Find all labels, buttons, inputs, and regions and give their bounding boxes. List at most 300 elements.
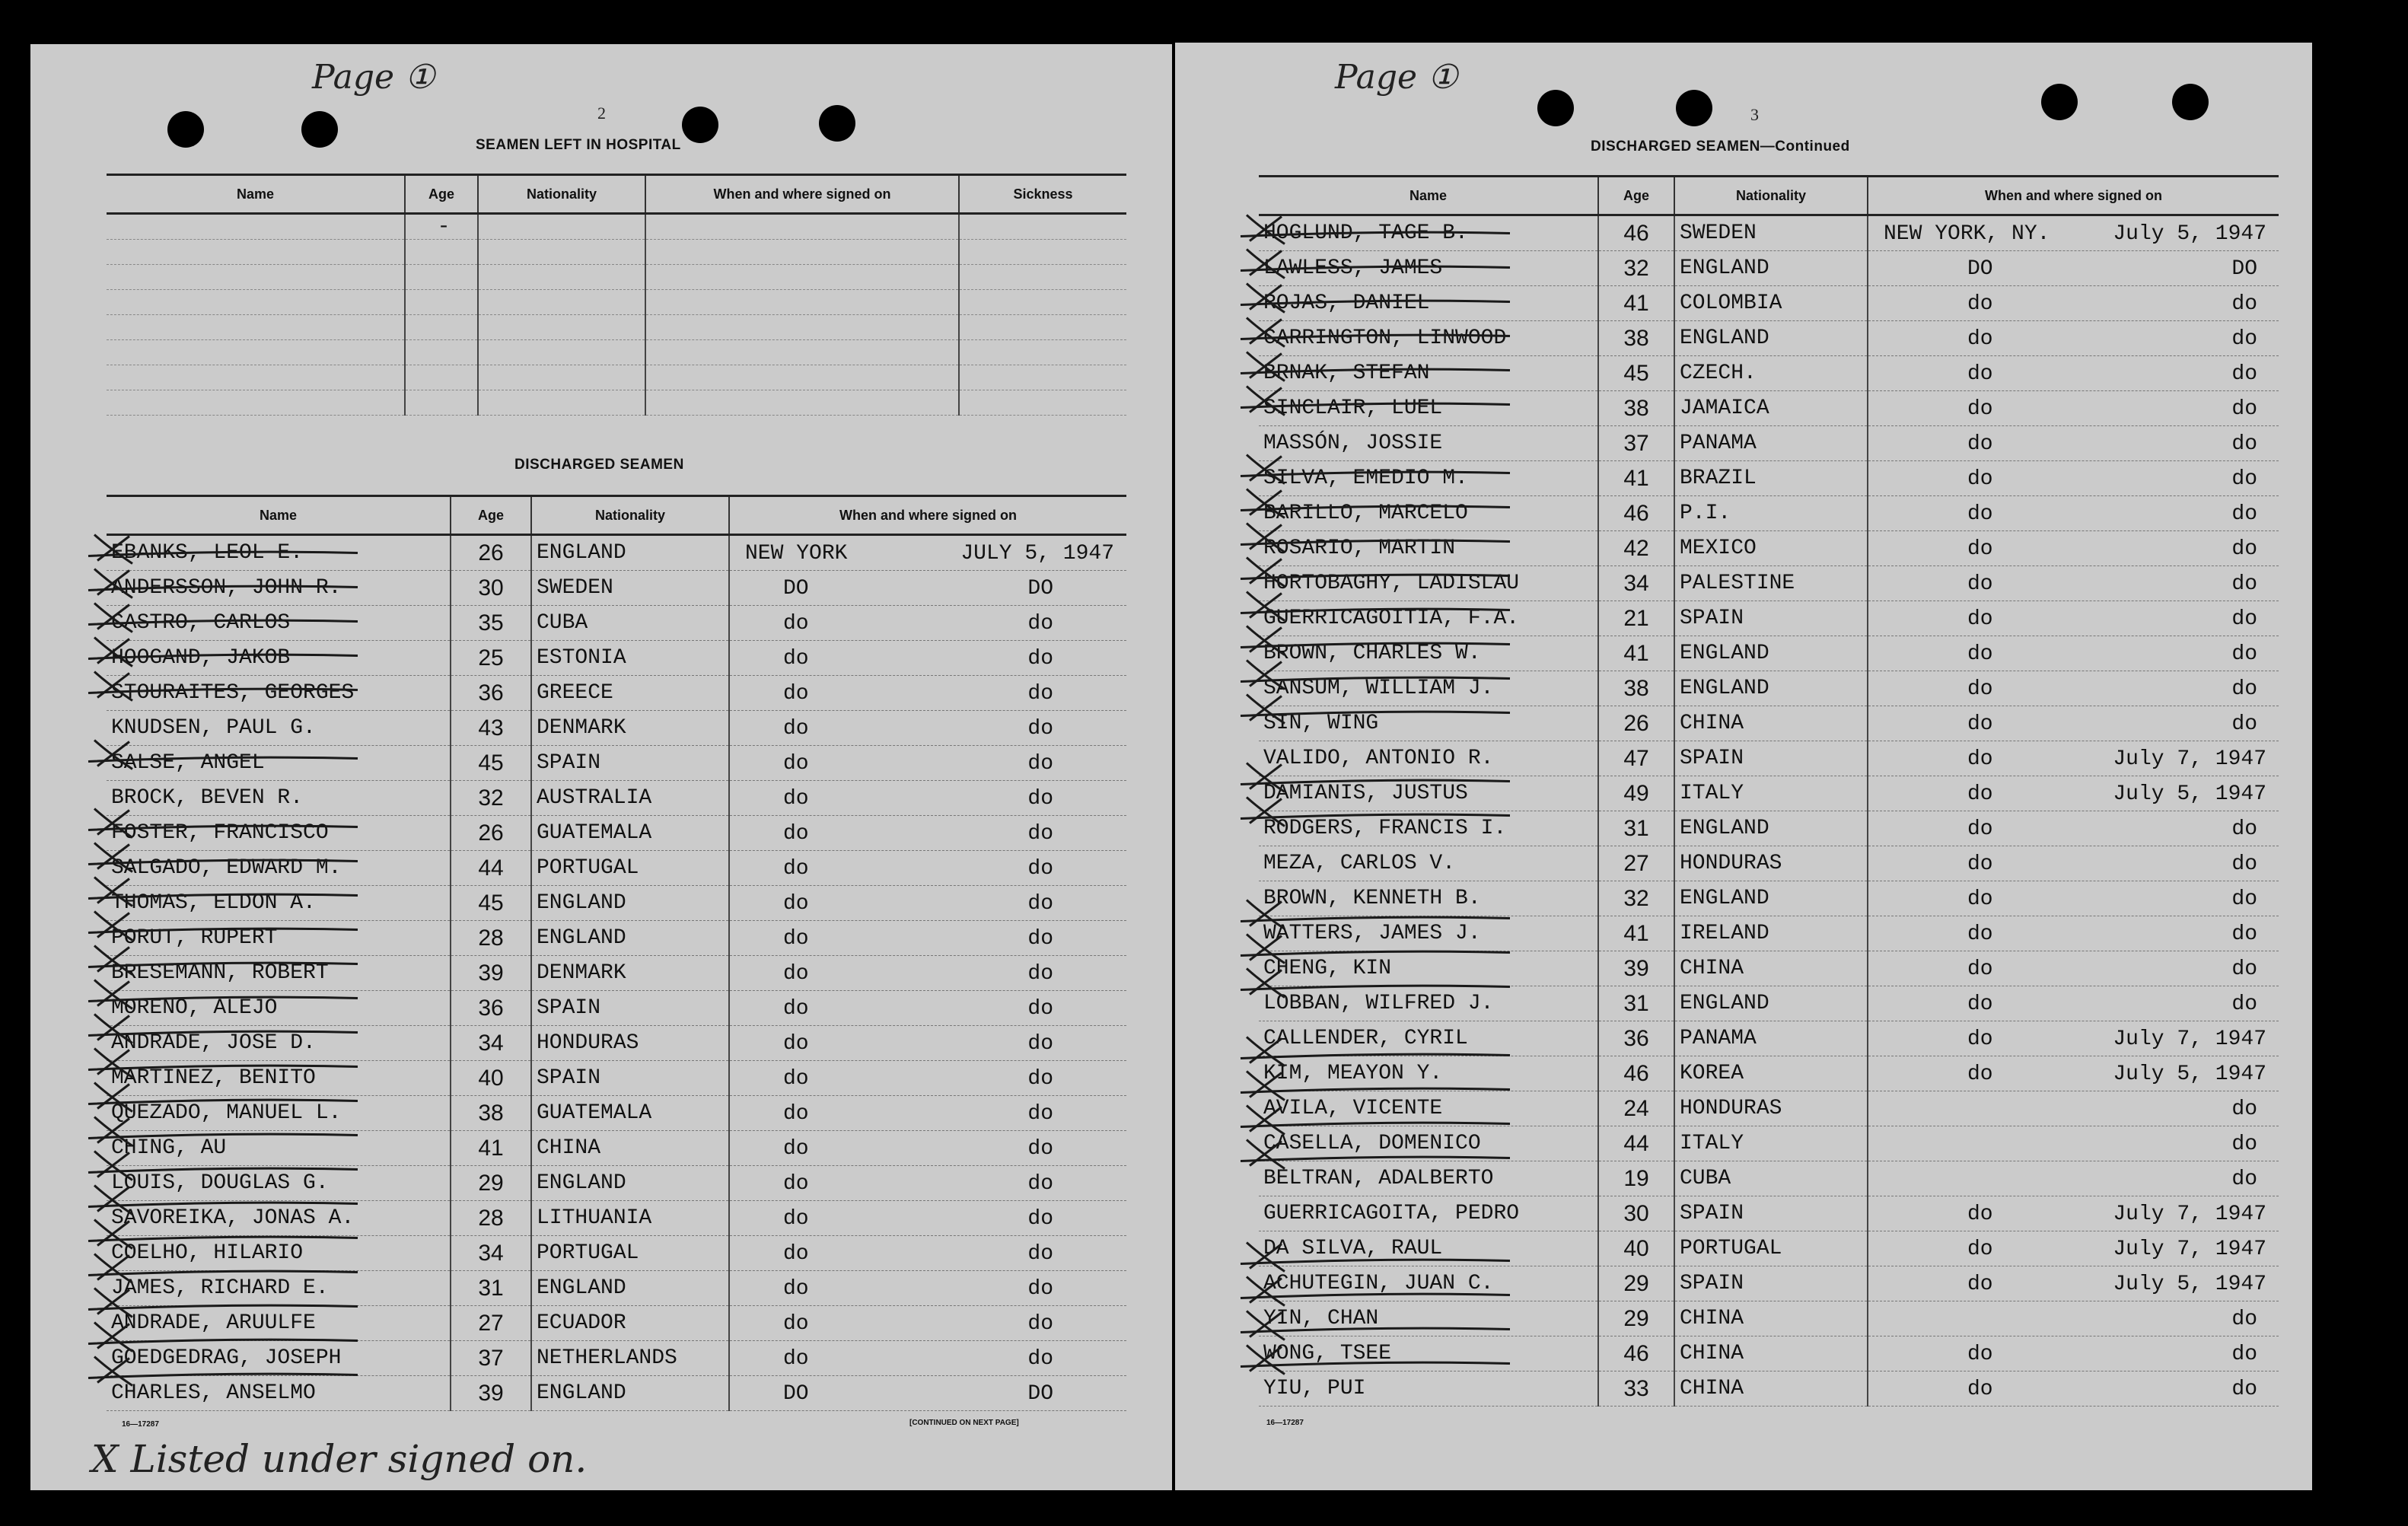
signed-on-place: do [783,892,809,916]
signed-on-place: do [1967,432,1993,456]
signed-on-place: do [1967,852,1993,876]
column-header-signed-on: When and where signed on [645,175,959,214]
signed-on-place: DO [783,577,809,601]
seaman-nationality: SPAIN [1674,741,1868,776]
seaman-age: 32 [1598,881,1674,916]
seaman-name: LOUIS, DOUGLAS G. [107,1166,451,1201]
signed-on-date: do [2231,397,2257,421]
seaman-nationality: GUATEMALA [531,816,729,851]
section-title: DISCHARGED SEAMEN—Continued [1591,139,1850,155]
signed-on-date: do [1027,1067,1053,1091]
seaman-age: 29 [1598,1266,1674,1301]
signed-on-place: do [783,1172,809,1196]
signed-on-date: DO [1027,577,1053,601]
signed-on-place: do [1967,1062,1993,1086]
seaman-nationality: BRAZIL [1674,461,1868,496]
seaman-nationality: SPAIN [531,746,729,781]
seaman-nationality: ENGLAND [1674,881,1868,916]
seaman-nationality: ENGLAND [1674,251,1868,286]
signed-on-place: do [1967,1027,1993,1051]
seaman-nationality: ENGLAND [531,921,729,956]
cross-mark [88,1152,358,1180]
signed-on-date: July 5, 1947 [2113,222,2266,246]
seaman-nationality: DENMARK [531,711,729,746]
handwritten-note: X Listed under signed on. [91,1437,588,1481]
seaman-age: 45 [451,746,531,781]
seaman-age: 40 [1598,1231,1674,1266]
signed-on-place: do [1967,957,1993,981]
seaman-nationality: NETHERLANDS [531,1341,729,1376]
cross-mark [1241,798,1510,827]
seaman-age: 36 [451,676,531,711]
seaman-age: 46 [1598,215,1674,251]
signed-on-place: do [783,1102,809,1126]
cross-mark [1241,969,1510,998]
seaman-nationality: PANAMA [1674,426,1868,461]
seaman-name: QUEZADO, MANUEL L. [107,1096,451,1131]
cross-mark [1241,352,1510,381]
seaman-name: DAMIANIS, JUSTUS [1259,776,1598,811]
signed-on-place: do [1967,327,1993,351]
signed-on-place: do [1967,467,1993,491]
seaman-age: 27 [1598,846,1674,881]
cross-mark [1241,489,1510,518]
seaman-nationality: CHINA [1674,1371,1868,1407]
cross-mark [1241,1243,1510,1272]
seaman-name: CASTRO, CARLOS [107,606,451,641]
seaman-name: WATTERS, JAMES J. [1259,916,1598,951]
seaman-age: 36 [1598,1021,1674,1056]
signed-on-date: do [2231,957,2257,981]
column-header-age: Age [451,496,531,535]
signed-on-place: do [783,1032,809,1056]
cross-mark [1241,524,1510,553]
seaman-nationality: SPAIN [531,991,729,1026]
seaman-age: 34 [451,1026,531,1061]
cross-mark [1241,763,1510,792]
seaman-age: 29 [451,1166,531,1201]
seaman-nationality: ENGLAND [1674,321,1868,356]
signed-on-place: do [783,717,809,741]
signed-on-date: do [2231,432,2257,456]
cross-mark [1241,592,1510,621]
signed-on-place: do [1967,1343,1993,1366]
seaman-nationality: CHINA [1674,951,1868,986]
seaman-name: BROCK, BEVEN R. [107,781,451,816]
seaman-age: 43 [451,711,531,746]
signed-on-place: DO [1967,257,1993,281]
seaman-age: 32 [1598,251,1674,286]
seaman-nationality: ITALY [1674,1126,1868,1161]
signed-on-date: July 5, 1947 [2113,1273,2266,1296]
seaman-age: 44 [451,851,531,886]
signed-on-date: do [2231,1168,2257,1191]
seaman-age: 27 [451,1306,531,1341]
seaman-name: HORTOBAGHY, LADISLAU [1259,566,1598,601]
seaman-nationality: PANAMA [1674,1021,1868,1056]
seaman-age: 28 [451,1201,531,1236]
cross-mark [1241,558,1510,587]
cross-mark [88,912,358,941]
signed-on-date: do [2231,817,2257,841]
signed-on-date: do [1027,647,1053,671]
signed-on-date: JULY 5, 1947 [960,542,1114,565]
column-header-nationality: Nationality [478,175,645,214]
discharged-section-title: DISCHARGED SEAMEN [514,457,684,473]
seaman-nationality: SPAIN [1674,1266,1868,1301]
seaman-age: 24 [1598,1091,1674,1126]
signed-on-date: do [1027,1207,1053,1231]
seaman-age: 38 [1598,671,1674,706]
signed-on-date: do [2231,1378,2257,1401]
seaman-name: GUERRICAGOITA, PEDRO [1259,1196,1598,1231]
cross-mark [1241,900,1510,929]
seaman-name: FOSTER, FRANCISCO [107,816,451,851]
signed-on-place: do [1967,607,1993,631]
signed-on-date: do [1027,752,1053,776]
seaman-age: 41 [1598,286,1674,321]
seaman-name: DA SILVA, RAUL [1259,1231,1598,1266]
seaman-nationality: SPAIN [1674,1196,1868,1231]
seaman-name: GOEDGEDRAG, JOSEPH [107,1341,451,1376]
signed-on-date: do [2231,362,2257,386]
signed-on-date: do [2231,922,2257,946]
signed-on-place: do [783,962,809,986]
seaman-name: ROSARIO, MARTIN [1259,531,1598,566]
cross-mark [88,741,358,769]
seaman-nationality: ESTONIA [531,641,729,676]
seaman-age: 41 [451,1131,531,1166]
signed-on-place: do [1967,292,1993,316]
signed-on-place: do [1967,362,1993,386]
signed-on-date: do [1027,822,1053,846]
cross-mark [88,604,358,632]
seaman-nationality: ENGLAND [1674,811,1868,846]
seaman-name: HOOGAND, JAKOB [107,641,451,676]
page-number: 2 [597,104,606,123]
seaman-name: COELHO, HILARIO [107,1236,451,1271]
handwritten-page-number: Page ① [312,58,435,97]
cross-mark [1241,1311,1510,1340]
seaman-name: MASSÓN, JOSSIE [1259,426,1598,461]
signed-on-date: do [1027,1102,1053,1126]
cross-mark [1241,1037,1510,1066]
seaman-nationality: KOREA [1674,1056,1868,1091]
signed-on-date: do [1027,857,1053,881]
signed-on-place: do [1967,397,1993,421]
seaman-name: LOBBAN, WILFRED J. [1259,986,1598,1021]
seaman-name: CASELLA, DOMENICO [1259,1126,1598,1161]
signed-on-date: do [1027,927,1053,951]
signed-on-date: do [1027,612,1053,636]
seaman-age: 36 [451,991,531,1026]
seaman-age: 35 [451,606,531,641]
seaman-nationality: CHINA [1674,706,1868,741]
seaman-nationality: AUSTRALIA [531,781,729,816]
signed-on-date: July 7, 1947 [2113,747,2266,771]
seaman-nationality: ENGLAND [1674,986,1868,1021]
cross-mark [88,672,358,701]
signed-on-place: do [783,647,809,671]
signed-on-place: do [783,997,809,1021]
column-header-sickness: Sickness [959,175,1126,214]
signed-on-place: do [783,1277,809,1301]
cross-mark [1241,1140,1510,1169]
cross-mark [1241,1277,1510,1306]
signed-on-date: do [2231,887,2257,911]
seaman-age: 31 [451,1271,531,1306]
signed-on-date: do [2231,467,2257,491]
seaman-age: 49 [1598,776,1674,811]
signed-on-place: do [1967,1238,1993,1261]
seaman-age: 26 [1598,706,1674,741]
cross-mark [1241,250,1510,279]
signed-on-place: do [783,752,809,776]
seaman-age: 39 [1598,951,1674,986]
signed-on-date: do [1027,717,1053,741]
signed-on-date: do [2231,992,2257,1016]
seaman-age: 30 [451,571,531,606]
signed-on-date: do [1027,1172,1053,1196]
seaman-age: 40 [451,1061,531,1096]
seaman-name: SALSE, ANGEL [107,746,451,781]
cross-mark [88,1323,358,1352]
form-number: 16—17287 [122,1420,159,1429]
seaman-name: ANDERSSON, JOHN R. [107,571,451,606]
signed-on-date: do [2231,1133,2257,1156]
seaman-age: 31 [1598,986,1674,1021]
seaman-name: PORUT, RUPERT [107,921,451,956]
seaman-age: 45 [1598,356,1674,391]
seaman-name: BRESEMANN, ROBERT [107,956,451,991]
seaman-nationality: ENGLAND [531,1166,729,1201]
seaman-nationality: CUBA [1674,1161,1868,1196]
seaman-age: 46 [1598,496,1674,531]
signed-on-date: do [2231,1343,2257,1366]
signed-on-date: do [2231,1308,2257,1331]
signed-on-date: do [2231,712,2257,736]
cross-mark [1241,387,1510,416]
seaman-nationality: GUATEMALA [531,1096,729,1131]
signed-on-place: do [783,1347,809,1371]
seaman-nationality: ENGLAND [531,1271,729,1306]
seaman-age: 37 [451,1341,531,1376]
seaman-name: ANDRADE, JOSE D. [107,1026,451,1061]
signed-on-place: NEW YORK [745,542,848,565]
column-header-age: Age [405,175,478,214]
signed-on-date: do [1027,892,1053,916]
signed-on-date: do [2231,607,2257,631]
seaman-nationality: ITALY [1674,776,1868,811]
seaman-name: AVILA, VICENTE [1259,1091,1598,1126]
seaman-name: SAVOREIKA, JONAS A. [107,1201,451,1236]
cross-mark [1241,1346,1510,1375]
seaman-age: 42 [1598,531,1674,566]
seaman-age: 39 [451,1376,531,1411]
hospital-section-title: SEAMEN LEFT IN HOSPITAL [476,137,681,153]
seaman-nationality: ENGLAND [531,886,729,921]
signed-on-place: do [1967,1273,1993,1296]
signed-on-place: do [783,1207,809,1231]
seaman-name: SALGADO, EDWARD M. [107,851,451,886]
continued-note: [CONTINUED ON NEXT PAGE] [909,1419,1019,1427]
seaman-name: VALIDO, ANTONIO R. [1259,741,1598,776]
column-header-nationality: Nationality [531,496,729,535]
seaman-name: CHING, AU [107,1131,451,1166]
signed-on-date: July 5, 1947 [2113,1062,2266,1086]
signed-on-place: do [1967,642,1993,666]
seaman-nationality: PORTUGAL [531,1236,729,1271]
seaman-nationality: MEXICO [1674,531,1868,566]
seaman-name: ACHUTEGIN, JUAN C. [1259,1266,1598,1301]
seaman-age: 38 [1598,321,1674,356]
seaman-age: 44 [1598,1126,1674,1161]
signed-on-date: do [1027,1137,1053,1161]
seaman-age: 28 [451,921,531,956]
signed-on-date: DO [2231,257,2257,281]
seaman-age: 41 [1598,636,1674,671]
seaman-name: SILVA, EMEDIO M. [1259,461,1598,496]
signed-on-place: do [1967,677,1993,701]
seaman-age: 29 [1598,1301,1674,1336]
seaman-nationality: P.I. [1674,496,1868,531]
column-header-name: Name [1259,177,1598,215]
cross-mark [1241,695,1510,724]
cross-mark [88,878,358,906]
seaman-nationality: CHINA [1674,1301,1868,1336]
signed-on-place: do [1967,782,1993,806]
seaman-name: BRNAK, STEFAN [1259,356,1598,391]
signed-on-place: do [783,1242,809,1266]
seaman-name: BROWN, KENNETH B. [1259,881,1598,916]
signed-on-date: July 5, 1947 [2113,782,2266,806]
signed-on-place: do [783,1137,809,1161]
cross-mark [88,1083,358,1112]
seaman-age: 45 [451,886,531,921]
seaman-name: MORENO, ALEJO [107,991,451,1026]
seaman-nationality: CHINA [531,1131,729,1166]
seaman-nationality: ENGLAND [531,1376,729,1411]
seaman-nationality: HONDURAS [1674,846,1868,881]
seaman-name: MEZA, CARLOS V. [1259,846,1598,881]
cross-mark [88,1015,358,1043]
seaman-nationality: SWEDEN [531,571,729,606]
signed-on-place: do [1967,887,1993,911]
column-header-name: Name [107,175,405,214]
seaman-age: 41 [1598,916,1674,951]
seaman-age: 37 [1598,426,1674,461]
seaman-name: MARTINEZ, BENITO [107,1061,451,1096]
cross-mark [88,1117,358,1146]
signed-on-place: do [1967,537,1993,561]
seaman-name: KNUDSEN, PAUL G. [107,711,451,746]
seaman-nationality: CHINA [1674,1336,1868,1371]
cross-mark [1241,1106,1510,1135]
seaman-nationality: DENMARK [531,956,729,991]
seaman-name: YIU, PUI [1259,1371,1598,1407]
signed-on-date: do [2231,572,2257,596]
cross-mark [1241,455,1510,484]
signed-on-date: July 7, 1947 [2113,1027,2266,1051]
signed-on-date: do [1027,962,1053,986]
seaman-nationality: CUBA [531,606,729,641]
cross-mark [1241,284,1510,313]
seaman-nationality: SPAIN [531,1061,729,1096]
cross-mark [88,1049,358,1078]
signed-on-place: do [783,927,809,951]
cross-mark [1241,626,1510,655]
seaman-age: 34 [451,1236,531,1271]
signed-on-place: do [1967,817,1993,841]
cross-mark [1241,935,1510,964]
seaman-nationality: HONDURAS [1674,1091,1868,1126]
seaman-name: CALLENDER, CYRIL [1259,1021,1598,1056]
signed-on-place: do [1967,922,1993,946]
seaman-age: 21 [1598,601,1674,636]
seaman-name: HOGLUND, TAGE B. [1259,215,1598,251]
seaman-age: 47 [1598,741,1674,776]
signed-on-place: do [1967,747,1993,771]
signed-on-date: do [2231,537,2257,561]
page-number: 3 [1750,105,1759,124]
seaman-name: ANDRADE, ARUULFE [107,1306,451,1341]
seaman-age: 38 [451,1096,531,1131]
seaman-age: 39 [451,956,531,991]
signed-on-place: do [783,787,809,811]
seaman-name: KIM, MEAYON Y. [1259,1056,1598,1091]
seaman-name: LAWLESS, JAMES [1259,251,1598,286]
seaman-age: 38 [1598,391,1674,426]
signed-on-place: DO [783,1382,809,1406]
cross-mark [88,1220,358,1249]
seaman-name: STOURAITES, GEORGES [107,676,451,711]
seaman-nationality: HONDURAS [531,1026,729,1061]
cross-mark [88,843,358,872]
signed-on-place: do [783,822,809,846]
signed-on-date: do [1027,787,1053,811]
seaman-nationality: CZECH. [1674,356,1868,391]
seaman-nationality: GREECE [531,676,729,711]
seaman-name: SANSUM, WILLIAM J. [1259,671,1598,706]
seaman-name: BROWN, CHARLES W. [1259,636,1598,671]
signed-on-date: do [2231,852,2257,876]
seaman-age: 19 [1598,1161,1674,1196]
seaman-name: BELTRAN, ADALBERTO [1259,1161,1598,1196]
cross-mark [88,1357,358,1386]
seaman-name: JAMES, RICHARD E. [107,1271,451,1306]
column-header-nationality: Nationality [1674,177,1868,215]
seaman-nationality: SWEDEN [1674,215,1868,251]
signed-on-date: do [1027,1347,1053,1371]
signed-on-date: do [1027,1242,1053,1266]
seaman-name: BARILLO, MARCELO [1259,496,1598,531]
age-cell: - [405,214,478,240]
column-header-signed-on: When and where signed on [729,496,1126,535]
seaman-name: GUERRICAGOITIA, F.A. [1259,601,1598,636]
signed-on-date: do [1027,997,1053,1021]
seaman-age: 41 [1598,461,1674,496]
signed-on-place: do [783,857,809,881]
signed-on-place: do [1967,1203,1993,1226]
signed-on-place: do [1967,572,1993,596]
seaman-name: CHARLES, ANSELMO [107,1376,451,1411]
seaman-name: CARRINGTON, LINWOOD [1259,321,1598,356]
cross-mark [1241,1072,1510,1101]
seaman-name: SINCLAIR, LUEL [1259,391,1598,426]
seaman-nationality: PALESTINE [1674,566,1868,601]
seaman-age: 26 [451,816,531,851]
column-header-signed-on: When and where signed on [1868,177,2279,215]
